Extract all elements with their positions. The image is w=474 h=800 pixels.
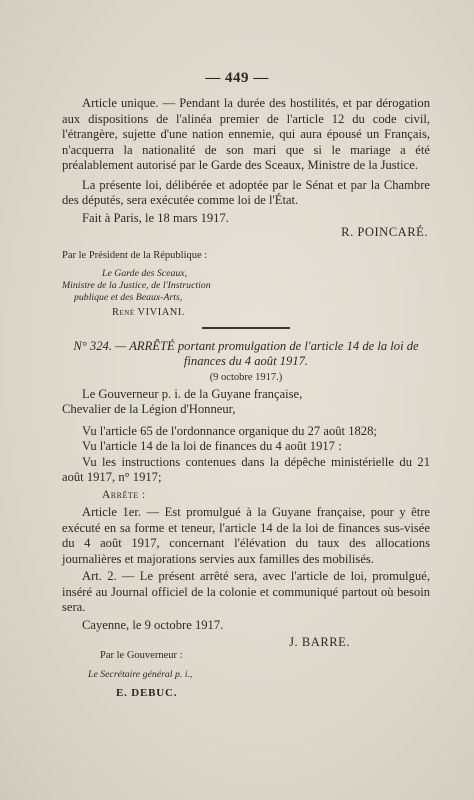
minister-line-1: Le Garde des Sceaux, [102, 267, 188, 279]
loi-section [62, 96, 430, 700]
secretaire-label: Le Secrétaire général p. i., [88, 668, 193, 680]
minister-line-2: Ministre de la Justice, de l'Instruction [62, 279, 211, 291]
president-countersign [62, 249, 430, 319]
minister-name: René VIVIANI. [112, 306, 185, 318]
vu-1: Vu l'article 65 de l'ordonnance organique du 27 août 1828; [82, 423, 377, 438]
article-2: Art. 2. — Le présent arrêté sera, avec l'article de loi, promulgué, inséré au Journal officiel de la colonie et communiqué partout où besoin sera. [62, 569, 430, 614]
page-number: — 449 — [205, 70, 269, 86]
par-le-president-label: Par le Président de la République : [62, 249, 208, 261]
arrete-title: N° 324. — ARRÊTÉ portant promulgation de l'article 14 de la loi de finances du 4 août 1917. [73, 338, 419, 368]
vu-3: Vu les instructions contenues dans la dépêche ministérielle du 21 août 1917, n° 1917; [62, 454, 430, 484]
execution-paragraph: La présente loi, délibérée et adoptée par le Sénat et par la Chambre des députés, sera exécutée comme loi de l'État. [62, 177, 430, 207]
arrete-date: (9 octobre 1917.) [209, 371, 283, 383]
section-divider [202, 327, 290, 329]
fait-a-paris: Fait à Paris, le 18 mars 1917. [82, 210, 229, 225]
arrete-label: Arrête : [102, 488, 146, 501]
minister-line-3: publique et des Beaux-Arts, [74, 291, 183, 303]
poincare-signature: R. POINCARÉ. [341, 225, 428, 239]
gouverneur-line-1: Le Gouverneur p. i. de la Guyane française, [82, 386, 303, 401]
fait-a-cayenne: Cayenne, le 9 octobre 1917. [82, 617, 224, 632]
secretaire-name: E. DEBUC. [116, 686, 178, 699]
par-le-gouverneur-label: Par le Gouverneur : [100, 649, 183, 661]
article-unique-paragraph: Article unique. — Pendant la durée des hostilités, et par dérogation aux dispositions de l'alinéa premier de l'article 12 du code civil, l'étrangère, sujette d'une nation ennemie, qui aura épousé un Français, n'acquerra la nationalité de son mari que si le mariage a été préalablement autorisé par le Garde des Sceaux, Ministre de la Justice. [62, 96, 430, 172]
gouverneur-countersign [62, 649, 430, 700]
article-1: Article 1er. — Est promulgué à la Guyane française, pour y être exécuté en sa forme et teneur, l'article 14 de la loi de finances sus-visée du 4 août 1917, concernant l'élévation du taux des allocations journalières et majorations servies aux familles des mobilisés. [62, 505, 430, 566]
barre-signature: J. BARRE. [289, 635, 350, 649]
gouverneur-line-2: Chevalier de la Légion d'Honneur, [62, 402, 236, 416]
vu-2: Vu l'article 14 de la loi de finances du 4 août 1917 : [82, 439, 342, 453]
